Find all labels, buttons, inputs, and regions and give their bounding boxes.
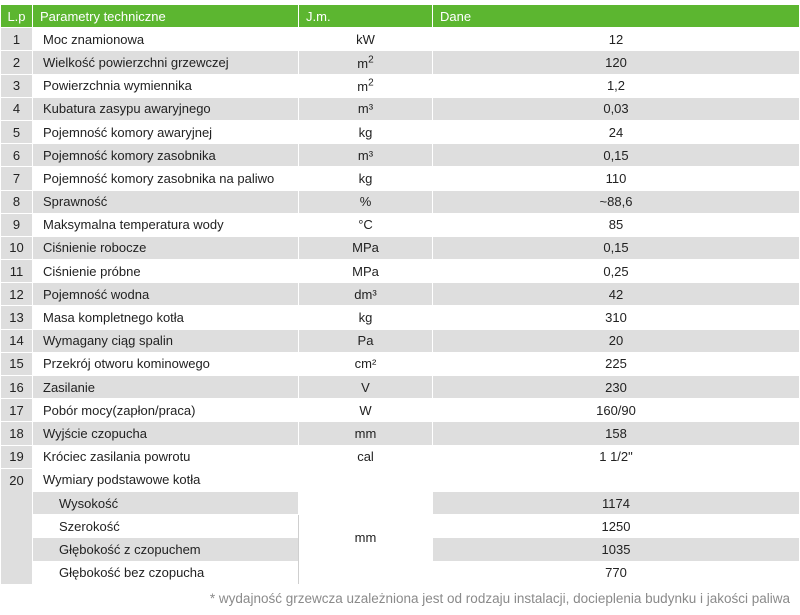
row-number: 18 — [1, 422, 33, 445]
unit-cell: kg — [299, 167, 433, 190]
value-cell: 1250 — [433, 515, 800, 538]
unit-cell — [299, 51, 433, 74]
parameter-name: Pojemność wodna — [33, 283, 299, 306]
value-cell: 0,25 — [433, 260, 800, 283]
row-number: 4 — [1, 97, 33, 120]
parameter-name: Moc znamionowa — [33, 28, 299, 51]
unit-cell: cm² — [299, 352, 433, 375]
unit-cell: V — [299, 376, 433, 399]
row-number: 17 — [1, 399, 33, 422]
value-cell: 42 — [433, 283, 800, 306]
table-row — [1, 445, 800, 468]
row-number: 15 — [1, 352, 33, 375]
table-row — [1, 97, 800, 120]
value-cell: 310 — [433, 306, 800, 329]
unit-cell: kg — [299, 120, 433, 143]
unit-cell: kg — [299, 306, 433, 329]
row-number: 19 — [1, 445, 33, 468]
value-cell: 24 — [433, 120, 800, 143]
parameter-name: Wymiary podstawowe kotła — [33, 468, 299, 491]
value-cell: 0,03 — [433, 97, 800, 120]
row-number: 9 — [1, 213, 33, 236]
table-row — [1, 468, 800, 491]
row-number: 20 — [1, 468, 33, 584]
table-row — [1, 190, 800, 213]
table-row — [1, 376, 800, 399]
value-cell: 1174 — [433, 491, 800, 514]
row-number: 16 — [1, 376, 33, 399]
parameter-name: Ciśnienie robocze — [33, 236, 299, 259]
table-row — [1, 74, 800, 97]
unit-cell — [299, 74, 433, 97]
unit-cell: MPa — [299, 260, 433, 283]
specification-table — [0, 4, 800, 585]
parameter-name: Ciśnienie próbne — [33, 260, 299, 283]
parameter-name: Pobór mocy(zapłon/praca) — [33, 399, 299, 422]
value-cell: 120 — [433, 51, 800, 74]
table-row — [1, 213, 800, 236]
parameter-name: Maksymalna temperatura wody — [33, 213, 299, 236]
value-cell: 230 — [433, 376, 800, 399]
row-number: 3 — [1, 74, 33, 97]
unit-base: $m^2$ — [357, 54, 374, 71]
unit-cell: °C — [299, 213, 433, 236]
header-unit: J.m. — [299, 5, 433, 28]
parameter-name: Wymagany ciąg spalin — [33, 329, 299, 352]
value-cell: 1,2 — [433, 74, 800, 97]
parameter-name: Króciec zasilania powrotu — [33, 445, 299, 468]
parameter-name: Pojemność komory awaryjnej — [33, 120, 299, 143]
table-row — [1, 422, 800, 445]
table-row — [1, 283, 800, 306]
unit-cell: mm — [299, 422, 433, 445]
table-row — [1, 329, 800, 352]
unit-cell: dm³ — [299, 283, 433, 306]
value-cell: 12 — [433, 28, 800, 51]
row-number: 13 — [1, 306, 33, 329]
unit-cell: Pa — [299, 329, 433, 352]
parameter-name: Głębokość z czopuchem — [33, 538, 299, 561]
unit-cell: cal — [299, 445, 433, 468]
header-value: Dane — [433, 5, 800, 28]
table-row — [1, 28, 800, 51]
parameter-name: Pojemność komory zasobnika — [33, 144, 299, 167]
unit-cell: m³ — [299, 144, 433, 167]
row-number: 2 — [1, 51, 33, 74]
row-number: 12 — [1, 283, 33, 306]
parameter-name: Kubatura zasypu awaryjnego — [33, 97, 299, 120]
row-number: 5 — [1, 120, 33, 143]
row-number: 6 — [1, 144, 33, 167]
table-row — [1, 260, 800, 283]
unit-cell: kW — [299, 28, 433, 51]
table-row — [1, 399, 800, 422]
unit-cell — [299, 468, 433, 491]
value-cell: 225 — [433, 352, 800, 375]
table-body — [1, 28, 800, 585]
value-cell: 158 — [433, 422, 800, 445]
value-cell: 0,15 — [433, 144, 800, 167]
unit-cell: % — [299, 190, 433, 213]
header-lp: L.p — [1, 5, 33, 28]
value-cell — [433, 468, 800, 491]
parameter-name: Głębokość bez czopucha — [33, 561, 299, 584]
value-cell: 0,15 — [433, 236, 800, 259]
row-number: 11 — [1, 260, 33, 283]
table-row — [1, 306, 800, 329]
parameter-name: Zasilanie — [33, 376, 299, 399]
unit-cell: MPa — [299, 236, 433, 259]
table-row — [1, 352, 800, 375]
unit-cell: W — [299, 399, 433, 422]
unit-cell: m³ — [299, 97, 433, 120]
row-number: 10 — [1, 236, 33, 259]
table-header — [1, 5, 800, 28]
header-parameters: Parametry techniczne — [33, 5, 299, 28]
value-cell: 110 — [433, 167, 800, 190]
row-number: 14 — [1, 329, 33, 352]
unit-superscript: 2 — [368, 77, 374, 89]
parameter-name: Sprawność — [33, 190, 299, 213]
parameter-name: Masa kompletnego kotła — [33, 306, 299, 329]
unit-cell: mm — [299, 491, 433, 584]
parameter-name: Wielkość powierzchni grzewczej — [33, 51, 299, 74]
unit-superscript: 2 — [368, 54, 374, 66]
table-row — [1, 144, 800, 167]
parameter-name: Wyjście czopucha — [33, 422, 299, 445]
parameter-name: Pojemność komory zasobnika na paliwo — [33, 167, 299, 190]
table-row — [1, 236, 800, 259]
value-cell: 770 — [433, 561, 800, 584]
table-row — [1, 120, 800, 143]
table-row — [1, 51, 800, 74]
value-cell: ~88,6 — [433, 190, 800, 213]
table-row — [1, 167, 800, 190]
value-cell: 1035 — [433, 538, 800, 561]
footnote: * wydajność grzewcza uzależniona jest od rodzaju instalacji, docieplenia budynku i jakości paliwa — [209, 591, 790, 606]
row-number: 7 — [1, 167, 33, 190]
value-cell: 1 1/2" — [433, 445, 800, 468]
parameter-name: Powierzchnia wymiennika — [33, 74, 299, 97]
table-row — [1, 491, 800, 514]
parameter-name: Wysokość — [33, 491, 299, 514]
row-number: 1 — [1, 28, 33, 51]
value-cell: 160/90 — [433, 399, 800, 422]
row-number: 8 — [1, 190, 33, 213]
value-cell: 85 — [433, 213, 800, 236]
value-cell: 20 — [433, 329, 800, 352]
parameter-name: Przekrój otworu kominowego — [33, 352, 299, 375]
parameter-name: Szerokość — [33, 515, 299, 538]
unit-base: $m^2$ — [357, 77, 374, 94]
